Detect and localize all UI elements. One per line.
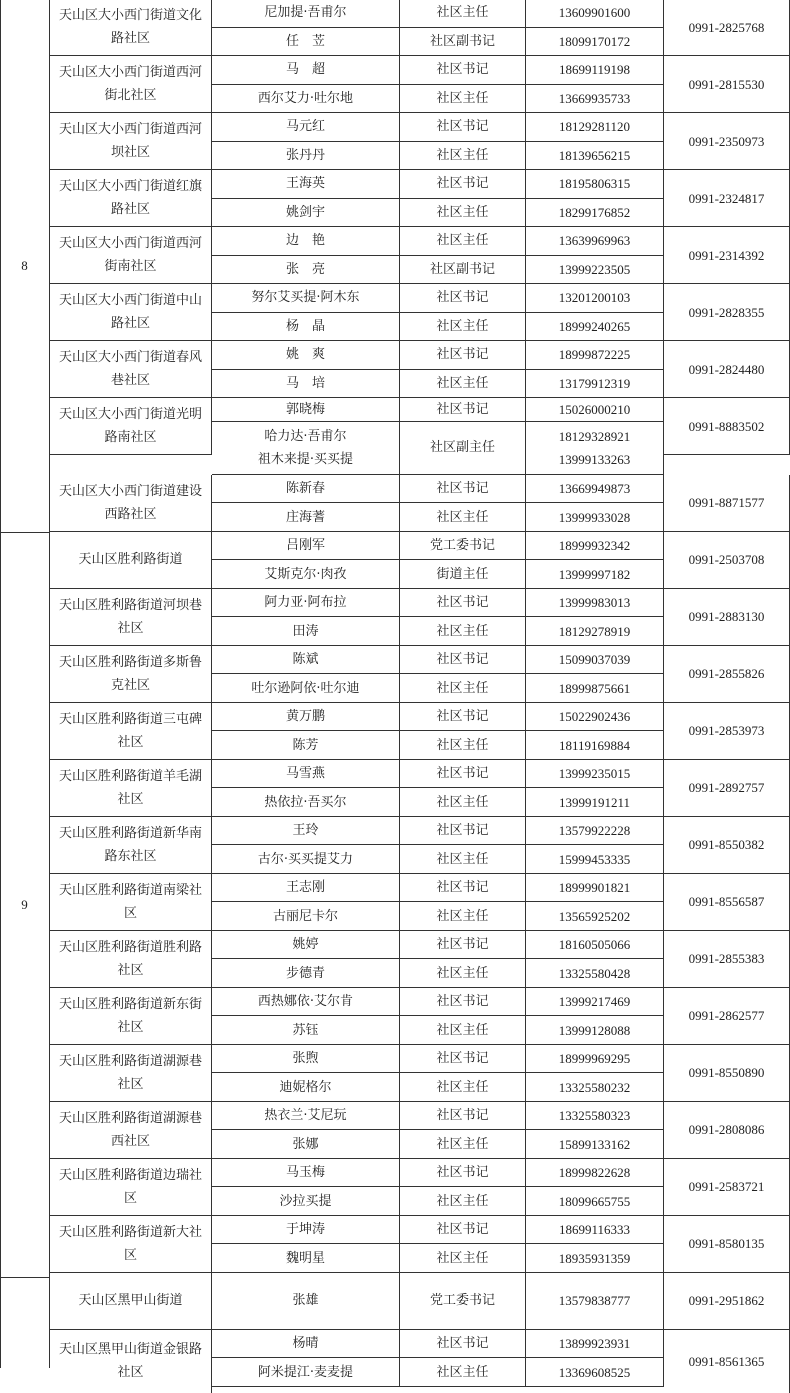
mobile-number: 18160505066 xyxy=(526,931,664,960)
person-name: 姚婷 xyxy=(212,931,400,960)
mobile-number: 13999217469 xyxy=(526,988,664,1017)
person-name: 马雪燕 xyxy=(212,760,400,789)
person-name: 姚 爽 xyxy=(212,341,400,370)
mobile-number: 13999128088 xyxy=(526,1016,664,1045)
office-phone: 0991-8556587 xyxy=(664,874,790,931)
community-name: 天山区胜利路街道三屯碑社区 xyxy=(50,703,212,760)
office-phone: 0991-2314392 xyxy=(664,227,790,284)
person-name: 王海英 xyxy=(212,170,400,199)
person-title: 社区书记 xyxy=(400,1045,526,1074)
community-name: 天山区大小西门街道春风巷社区 xyxy=(50,341,212,398)
person-title: 社区书记 xyxy=(400,646,526,675)
person-title: 社区主任 xyxy=(400,1358,526,1387)
office-phone: 0991-8580135 xyxy=(664,1216,790,1273)
mobile-number: 18699119198 xyxy=(526,56,664,85)
person-name: 艾斯克尔·肉孜 xyxy=(212,560,400,589)
person-title: 社区主任 xyxy=(400,731,526,760)
person-title: 社区书记 xyxy=(400,988,526,1017)
person-title: 社区主任 xyxy=(400,902,526,931)
mobile-number: 18999822628 xyxy=(526,1159,664,1188)
office-phone: 0991-2853973 xyxy=(664,703,790,760)
person-title: 社区书记 xyxy=(400,398,526,422)
mobile-number: 13201200103 xyxy=(526,284,664,313)
mobile-number: 18999872225 xyxy=(526,341,664,370)
person-name: 哈力达·吾甫尔 祖木来提·买买提 xyxy=(212,422,400,475)
office-phone: 0991-2862577 xyxy=(664,988,790,1045)
office-phone: 0991-2951862 xyxy=(664,1273,790,1330)
person-name: 马 超 xyxy=(212,56,400,85)
person-name: 尼加提·吾甫尔 xyxy=(212,0,400,28)
table-left-border xyxy=(0,0,1,1368)
office-phone: 0991-2883130 xyxy=(664,589,790,646)
person-title: 社区书记 xyxy=(400,589,526,618)
person-name: 陈芳 xyxy=(212,731,400,760)
group-index: 9 xyxy=(0,533,50,1278)
mobile-number: 15026000210 xyxy=(526,398,664,422)
office-phone: 0991-2324817 xyxy=(664,170,790,227)
office-phone: 0991-2583721 xyxy=(664,1159,790,1216)
person-title: 社区书记 xyxy=(400,760,526,789)
person-title: 社区主任 xyxy=(400,617,526,646)
person-name: 阿米提江·麦麦提 xyxy=(212,1358,400,1387)
mobile-number: 18299176852 xyxy=(526,199,664,228)
office-phone: 0991-2892757 xyxy=(664,760,790,817)
community-name: 天山区胜利路街道胜利路社区 xyxy=(50,931,212,988)
person-title: 社区主任 xyxy=(400,503,526,532)
person-title: 社区书记 xyxy=(400,341,526,370)
mobile-number: 18129328921 13999133263 xyxy=(526,422,664,475)
group-index: 8 xyxy=(0,0,50,533)
person-title: 社区书记 xyxy=(400,1330,526,1359)
person-title: 社区书记 xyxy=(400,874,526,903)
community-name: 天山区大小西门街道建设西路社区 xyxy=(50,475,212,532)
community-name: 天山区大小西门街道文化路社区 xyxy=(50,0,212,56)
person-name: 张娜 xyxy=(212,1130,400,1159)
mobile-number: 18999932342 xyxy=(526,532,664,561)
person-title: 社区主任 xyxy=(400,1130,526,1159)
person-name: 古尔·买买提艾力 xyxy=(212,845,400,874)
person-name: 杨 晶 xyxy=(212,313,400,342)
community-name: 天山区胜利路街道边瑞社区 xyxy=(50,1159,212,1216)
person-title: 社区书记 xyxy=(400,1216,526,1245)
person-name: 吕刚军 xyxy=(212,532,400,561)
mobile-number: 13565925202 xyxy=(526,902,664,931)
person-title: 社区副书记 xyxy=(400,28,526,57)
person-name: 张丹丹 xyxy=(212,142,400,171)
office-phone: 0991-2815530 xyxy=(664,56,790,113)
mobile-number: 13325580323 xyxy=(526,1102,664,1131)
person-name: 马玉梅 xyxy=(212,1159,400,1188)
person-title: 社区主任 xyxy=(400,370,526,399)
person-title: 社区主任 xyxy=(400,199,526,228)
community-name: 天山区胜利路街道羊毛湖社区 xyxy=(50,760,212,817)
person-title: 社区主任 xyxy=(400,227,526,256)
mobile-number: 13999983013 xyxy=(526,589,664,618)
community-name: 天山区大小西门街道西河坝社区 xyxy=(50,113,212,170)
person-title: 社区主任 xyxy=(400,0,526,28)
person-name: 热衣兰·艾尼玩 xyxy=(212,1102,400,1131)
office-phone: 0991-2855826 xyxy=(664,646,790,703)
person-title: 社区书记 xyxy=(400,170,526,199)
person-name: 沙拉买提 xyxy=(212,1187,400,1216)
community-name: 天山区大小西门街道西河街南社区 xyxy=(50,227,212,284)
mobile-number: 15999453335 xyxy=(526,845,664,874)
mobile-number: 13669949873 xyxy=(526,475,664,504)
office-phone: 0991-8561365 xyxy=(664,1330,790,1393)
mobile-number: 18139656215 xyxy=(526,142,664,171)
person-name: 古丽尼卡尔 xyxy=(212,902,400,931)
community-name: 天山区胜利路街道 xyxy=(50,532,212,589)
office-phone: 0991-8883502 xyxy=(664,398,790,455)
office-phone: 0991-8871577 xyxy=(664,475,790,532)
person-name: 任 苙 xyxy=(212,28,400,57)
office-phone: 0991-2828355 xyxy=(664,284,790,341)
person-name: 陈斌 xyxy=(212,646,400,675)
mobile-number: 13325580232 xyxy=(526,1073,664,1102)
office-phone: 0991-2855383 xyxy=(664,931,790,988)
person-name: 庄海蓍 xyxy=(212,503,400,532)
mobile-number: 13999191211 xyxy=(526,788,664,817)
person-title: 党工委书记 xyxy=(400,532,526,561)
mobile-number: 13325580428 xyxy=(526,959,664,988)
person-name: 西尔艾力·吐尔地 xyxy=(212,85,400,114)
mobile-number: 18119169884 xyxy=(526,731,664,760)
person-title: 社区主任 xyxy=(400,1073,526,1102)
mobile-number: 18999969295 xyxy=(526,1045,664,1074)
person-title: 社区副书记 xyxy=(400,256,526,285)
person-name: 田涛 xyxy=(212,617,400,646)
person-name: 步德青 xyxy=(212,959,400,988)
office-phone: 0991-2825768 xyxy=(664,0,790,56)
mobile-number: 15022902436 xyxy=(526,703,664,732)
person-name: 张煦 xyxy=(212,1045,400,1074)
mobile-number: 13579838777 xyxy=(526,1273,664,1330)
mobile-number: 18999875661 xyxy=(526,674,664,703)
mobile-number: 13579922228 xyxy=(526,817,664,846)
community-name: 天山区胜利路街道南梁社区 xyxy=(50,874,212,931)
community-name: 天山区黑甲山街道金银路社区 xyxy=(50,1330,212,1393)
mobile-number: 13669935733 xyxy=(526,85,664,114)
person-name: 马 培 xyxy=(212,370,400,399)
mobile-number: 13179912319 xyxy=(526,370,664,399)
person-name: 边 艳 xyxy=(212,227,400,256)
mobile-number: 13999933028 xyxy=(526,503,664,532)
person-name: 苏钰 xyxy=(212,1016,400,1045)
person-title: 党工委书记 xyxy=(400,1273,526,1330)
mobile-number: 18999240265 xyxy=(526,313,664,342)
person-title: 社区书记 xyxy=(400,284,526,313)
person-name: 杨晴 xyxy=(212,1330,400,1359)
person-title: 社区书记 xyxy=(400,931,526,960)
person-title: 社区主任 xyxy=(400,959,526,988)
office-phone: 0991-8550382 xyxy=(664,817,790,874)
person-title: 社区书记 xyxy=(400,56,526,85)
mobile-number: 18129278919 xyxy=(526,617,664,646)
person-title: 社区书记 xyxy=(400,113,526,142)
mobile-number: 18699116333 xyxy=(526,1216,664,1245)
person-title: 社区书记 xyxy=(400,703,526,732)
mobile-number: 18935931359 xyxy=(526,1244,664,1273)
community-name: 天山区胜利路街道河坝巷社区 xyxy=(50,589,212,646)
mobile-number: 13999223505 xyxy=(526,256,664,285)
mobile-number: 18099665755 xyxy=(526,1187,664,1216)
person-name: 张 亮 xyxy=(212,256,400,285)
person-title: 社区书记 xyxy=(400,1102,526,1131)
mobile-number: 18099170172 xyxy=(526,28,664,57)
person-title: 社区主任 xyxy=(400,85,526,114)
person-title: 社区主任 xyxy=(400,313,526,342)
person-name: 姚剑宇 xyxy=(212,199,400,228)
person-title: 社区主任 xyxy=(400,142,526,171)
mobile-number: 15899133162 xyxy=(526,1130,664,1159)
mobile-number: 18195806315 xyxy=(526,170,664,199)
group-index xyxy=(0,1278,50,1369)
person-name: 热依拉·吾买尔 xyxy=(212,788,400,817)
person-title: 社区主任 xyxy=(400,788,526,817)
person-name: 张雄 xyxy=(212,1273,400,1330)
person-name: 陈新春 xyxy=(212,475,400,504)
mobile-number: 18999901821 xyxy=(526,874,664,903)
person-title: 社区主任 xyxy=(400,845,526,874)
person-name: 黄万鹏 xyxy=(212,703,400,732)
person-name: 西热娜依·艾尔肯 xyxy=(212,988,400,1017)
person-title: 社区副主任 xyxy=(400,422,526,475)
community-name: 天山区大小西门街道红旗路社区 xyxy=(50,170,212,227)
community-name: 天山区大小西门街道光明路南社区 xyxy=(50,398,212,455)
community-name: 天山区胜利路街道湖源巷西社区 xyxy=(50,1102,212,1159)
person-name: 王志刚 xyxy=(212,874,400,903)
mobile-number: 15099037039 xyxy=(526,646,664,675)
person-title: 社区主任 xyxy=(400,674,526,703)
community-name: 天山区大小西门街道中山路社区 xyxy=(50,284,212,341)
person-title: 社区书记 xyxy=(400,817,526,846)
mobile-number: 13999997182 xyxy=(526,560,664,589)
person-name: 迪妮格尔 xyxy=(212,1073,400,1102)
community-name: 天山区黑甲山街道 xyxy=(50,1273,212,1330)
community-name: 天山区胜利路街道湖源巷社区 xyxy=(50,1045,212,1102)
person-name: 郭晓梅 xyxy=(212,398,400,422)
community-name: 天山区胜利路街道新大社区 xyxy=(50,1216,212,1273)
mobile-number: 13639969963 xyxy=(526,227,664,256)
mobile-number: 18129281120 xyxy=(526,113,664,142)
community-name: 天山区大小西门街道西河街北社区 xyxy=(50,56,212,113)
person-title: 社区书记 xyxy=(400,475,526,504)
person-name: 马元红 xyxy=(212,113,400,142)
person-name: 于坤涛 xyxy=(212,1216,400,1245)
community-name: 天山区胜利路街道新东街社区 xyxy=(50,988,212,1045)
person-name: 努尔艾买提·阿木东 xyxy=(212,284,400,313)
person-name: 王玲 xyxy=(212,817,400,846)
person-title: 社区主任 xyxy=(400,1244,526,1273)
community-name: 天山区胜利路街道新华南路东社区 xyxy=(50,817,212,874)
office-phone: 0991-2350973 xyxy=(664,113,790,170)
mobile-number: 13999235015 xyxy=(526,760,664,789)
office-phone: 0991-2824480 xyxy=(664,341,790,398)
person-name: 吐尔逊阿依·吐尔迪 xyxy=(212,674,400,703)
community-name: 天山区胜利路街道多斯鲁克社区 xyxy=(50,646,212,703)
person-title: 街道主任 xyxy=(400,560,526,589)
office-phone: 0991-2808086 xyxy=(664,1102,790,1159)
mobile-number: 13369608525 xyxy=(526,1358,664,1387)
person-name: 阿力亚·阿布拉 xyxy=(212,589,400,618)
person-title: 社区主任 xyxy=(400,1187,526,1216)
person-title: 社区主任 xyxy=(400,1016,526,1045)
office-phone: 0991-2503708 xyxy=(664,532,790,589)
person-name: 魏明星 xyxy=(212,1244,400,1273)
office-phone: 0991-8550890 xyxy=(664,1045,790,1102)
mobile-number: 13609901600 xyxy=(526,0,664,28)
mobile-number: 13899923931 xyxy=(526,1330,664,1359)
person-title: 社区书记 xyxy=(400,1159,526,1188)
